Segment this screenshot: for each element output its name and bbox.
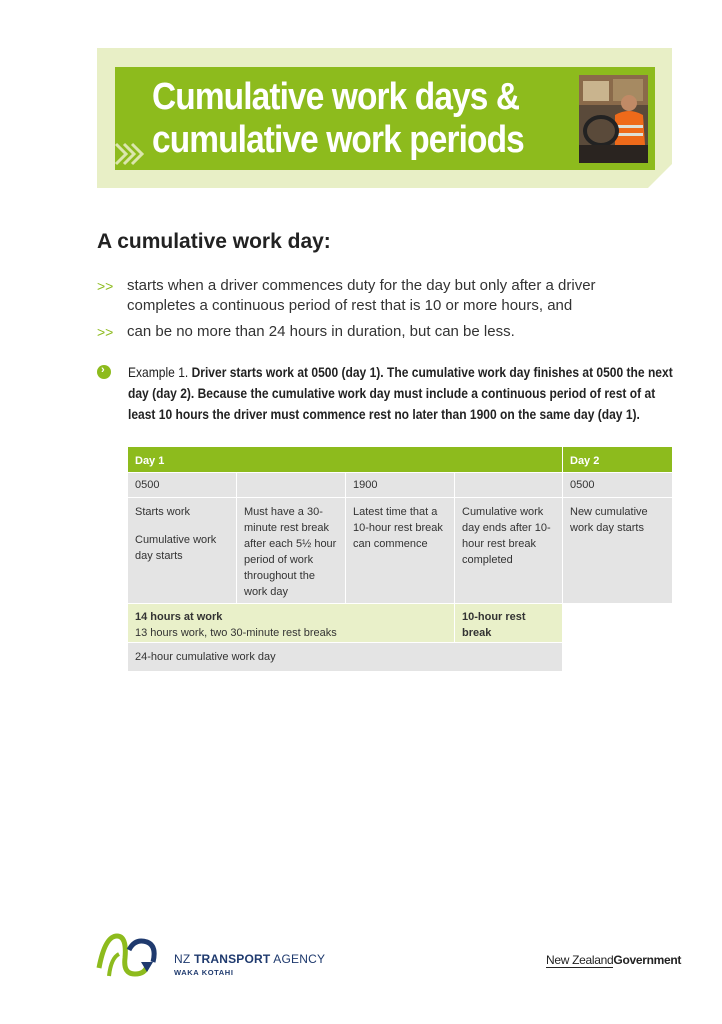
time-cell: 0500: [563, 473, 672, 497]
section-heading: A cumulative work day:: [97, 230, 331, 253]
rest-break-cell: 10-hour rest break: [455, 604, 562, 642]
chevron-arrows-icon: [114, 140, 150, 170]
driver-photo: [579, 75, 648, 163]
event-cell: Must have a 30-minute rest break after each 5½ hour period of work throughout the work day: [237, 498, 345, 603]
agency-name: NZ TRANSPORT AGENCY: [174, 952, 326, 966]
list-item: >> can be no more than 24 hours in duration, but can be less.: [97, 323, 515, 340]
agency-subtitle: WAKA KOTAHI: [174, 968, 234, 977]
double-chevron-icon: >>: [97, 278, 114, 294]
day2-header: Day 2: [563, 447, 672, 472]
double-chevron-icon: >>: [97, 324, 114, 340]
time-cell: [455, 473, 562, 497]
example-text: Driver starts work at 0500 (day 1). The cumulative work day finishes at 0500 the next day (day 2). Because the cumulative work day must include a continuous period of rest of at least 10 hours the driver must commence rest no later than 1900 on the same day (day 1).: [128, 364, 673, 422]
government-logo: New ZealandGovernment: [546, 953, 682, 967]
page-title: Cumulative work days & cumulative work periods: [152, 76, 524, 161]
event-cell: New cumulative work day starts: [563, 498, 672, 603]
cumulative-day-cell: 24-hour cumulative work day: [128, 643, 562, 671]
arrow-bullet-icon: ›: [97, 365, 111, 379]
day1-header: Day 1: [128, 447, 562, 472]
event-cell: Latest time that a 10-hour rest break can commence: [346, 498, 454, 603]
example-paragraph: [97, 362, 677, 425]
work-period-cell: 14 hours at work 13 hours work, two 30-minute rest breaks: [128, 604, 454, 642]
example-label: Example 1.: [128, 364, 189, 380]
time-cell: 0500: [128, 473, 236, 497]
bullet-list: [97, 276, 657, 348]
list-item: >> starts when a driver commences duty for the day but only after a driver completes a continuous period of rest that is 10 or more hours, and: [97, 277, 596, 314]
time-cell: 1900: [346, 473, 454, 497]
nzta-logo-icon: [95, 928, 167, 984]
event-cell: Cumulative work day ends after 10-hour rest break completed: [455, 498, 562, 603]
time-cell: [237, 473, 345, 497]
event-cell: Starts work Cumulative work day starts: [128, 498, 236, 603]
